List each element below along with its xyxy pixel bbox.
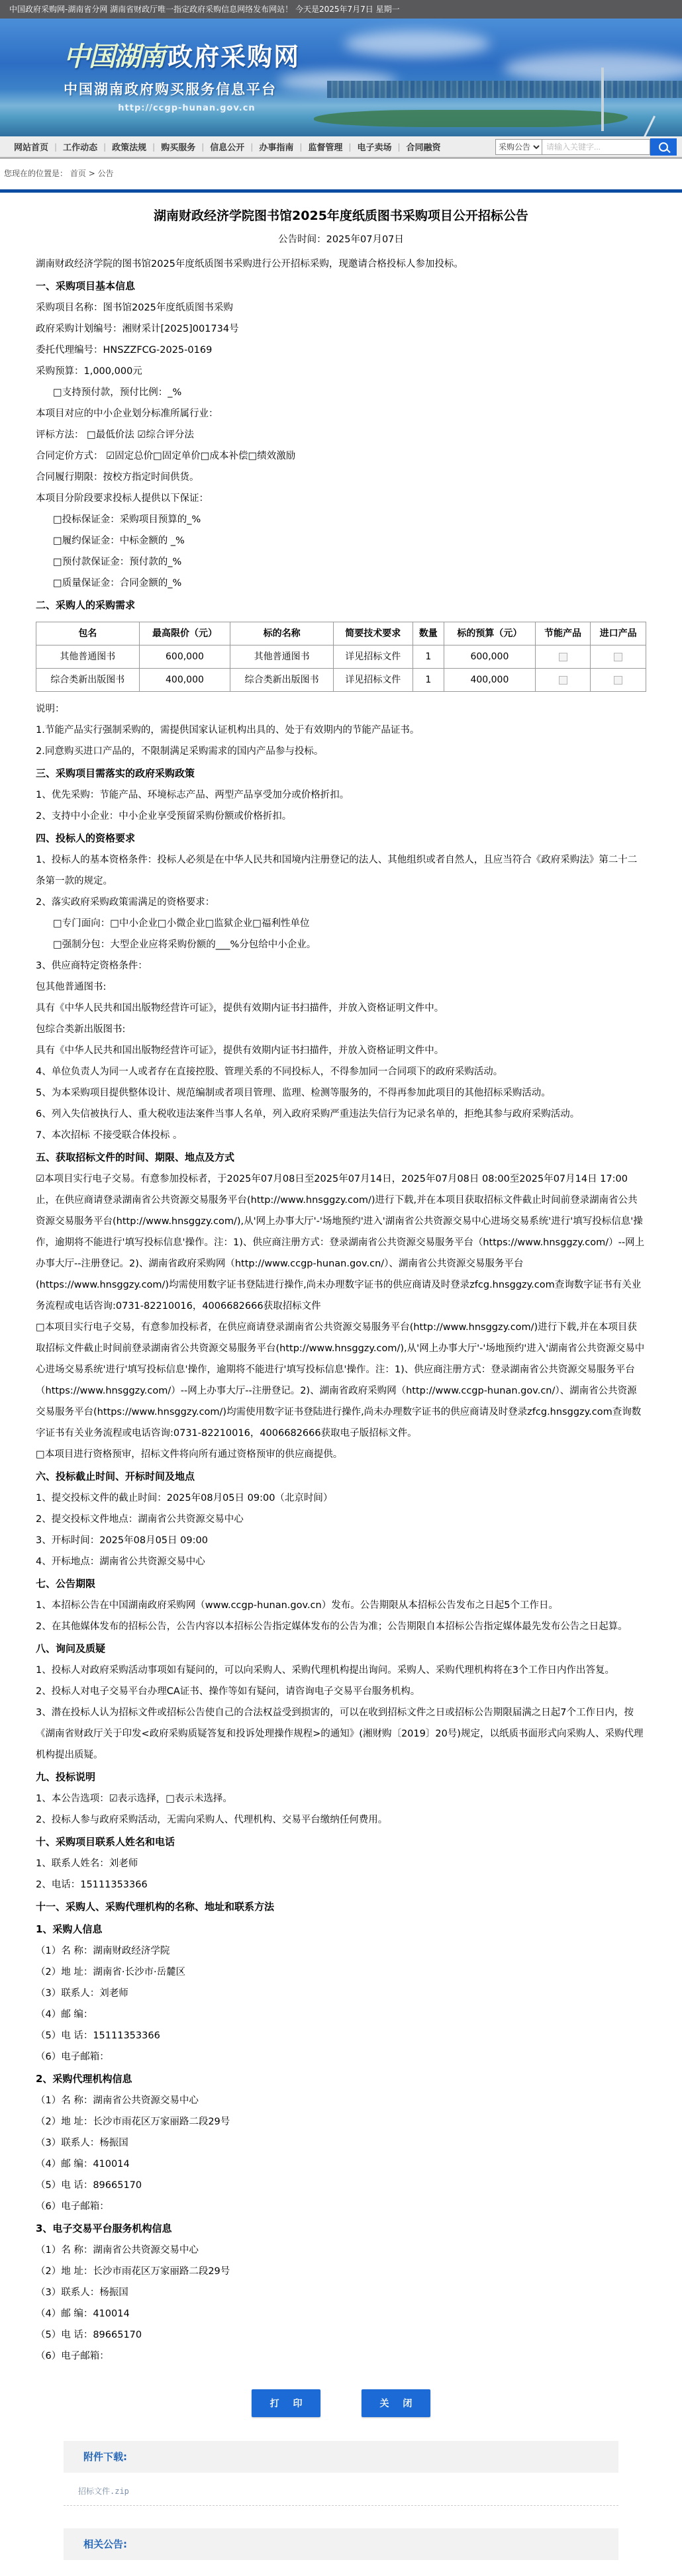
body-line: 7、本次招标 不接受联合体投标 。: [36, 1130, 183, 1141]
cloud-decoration: [344, 30, 490, 57]
body-line: 2、投标人参与政府采购活动，无需向采购人、代理机构、交易平台缴纳任何费用。: [36, 1815, 388, 1825]
body-line: □强制分包：大型企业应将采购份额的___%分包给中小企业。: [53, 939, 317, 950]
body-line: （3）联系人：杨振国: [36, 2287, 128, 2298]
section-heading: 十、采购项目联系人姓名和电话: [36, 1836, 175, 1848]
body-line: 具有《中华人民共和国出版物经营许可证》，提供有效期内证书扫描件，并放入资格证明文件中。: [36, 1003, 444, 1014]
table-cell: 600,000: [444, 645, 536, 669]
logo-url: http://ccgp-hunan.gov.cn: [118, 103, 256, 113]
action-button-row: [36, 2389, 646, 2417]
body-line: （5）电 话：15111353366: [36, 2030, 160, 2041]
cloud-decoration: [503, 53, 682, 83]
body-line: 1、投标人的基本资格条件：投标人必须是在中华人民共和国境内注册登记的法人、其他组织或者自然人，且应当符合《政府采购法》第二十二条第一款的规定。: [36, 855, 638, 886]
body-line: （4）邮 编：: [36, 2009, 93, 2020]
body-line: 包其他普通图书:: [36, 982, 107, 992]
body-line: 2.同意购买进口产品的，不限制满足采购需求的国内产品参与投标。: [36, 746, 324, 757]
body-line: 4、开标地点：湖南省公共资源交易中心: [36, 1556, 205, 1567]
body-line: □本项目实行电子交易，有意参加投标者，在供应商请登录湖南省公共资源交易服务平台(http://www.hnsggzy.com/)进行下载,并在本项目获取招标文件截止时间前登录湖南省公共资源交易服务平台(http://www.hnsggzy.com/),从'网上办事大厅'-'场地预约'进入'湖南省公共资源交易中心进场交易系统'进行'填写投标信息'操作，逾期将不能进行'填写投标信息'操作。注：1)、供应商注册方式：登录湖南省公共资源交易服务平台（https://www.hnsggzy.com/）--网上办事大厅--注册登记。2)、湖南省政府采购网（http://www.ccgp-hunan.gov.cn/）、湖南省公共资源交易服务平台(https://www.hnsggzy.com/)均需使用数字证书登陆进行操作,尚未办理数字证书的供应商请及时登录zfcg.hnsggzy.com查询数字证书有关业务流程或电话咨询:0731-82210016，4006682666获取电子版招标文件。: [36, 1322, 645, 1439]
table-cell: 400,000: [444, 669, 536, 692]
body-line: 5、为本采购项目提供整体设计、规范编制或者项目管理、监理、检测等服务的，不得再参加此项目的其他招标采购活动。: [36, 1088, 551, 1098]
nav-item-0[interactable]: 网站首页: [14, 143, 49, 153]
body-line: □专门面向：□中小企业□小微企业□监狱企业□福利性单位: [53, 918, 310, 929]
body-line: □履约保证金：中标金额的 _%: [53, 536, 185, 546]
checkbox-icon[interactable]: [614, 676, 622, 685]
search-category-select[interactable]: [495, 139, 542, 155]
attachments-header: 附件下载:: [64, 2441, 618, 2473]
body-line: 评标方法： □最低价法 ☑综合评分法: [36, 430, 194, 440]
body-line: 采购项目名称：图书馆2025年度纸质图书采购: [36, 303, 233, 313]
body-line: 湖南财政经济学院的图书馆2025年度纸质图书采购进行公开招标采购，现邀请合格投标人参加投标。: [36, 259, 463, 269]
main-navbar: [0, 136, 682, 159]
nav-separator: |: [54, 142, 58, 152]
body-line: 2、落实政府采购政策需满足的资格要求：: [36, 897, 215, 908]
body-line: 本项目对应的中小企业划分标准所属行业：: [36, 408, 219, 419]
breadcrumb-current: 公告: [97, 169, 114, 178]
body-line: 合同定价方式： ☑固定总价□固定单价□成本补偿□绩效激励: [36, 451, 296, 461]
section-heading: 3、电子交易平台服务机构信息: [36, 2222, 172, 2234]
section-heading: 十一、采购人、采购代理机构的名称、地址和联系方法: [36, 1901, 275, 1913]
nav-separator: |: [250, 142, 254, 152]
table-header-cell: 标的预算（元）: [444, 622, 536, 645]
table-row: [36, 645, 646, 669]
breadcrumb: [0, 159, 682, 189]
logo-subtitle: 中国湖南政府购买服务信息平台: [64, 81, 277, 97]
body-line: （5）电 话：89665170: [36, 2180, 142, 2191]
section-heading: 一、采购项目基本信息: [36, 280, 136, 292]
table-cell: 综合类新出版图书: [230, 669, 334, 692]
river-island-image: [314, 110, 628, 127]
nav-item-5[interactable]: 办事指南: [259, 143, 294, 153]
attachment-row: [64, 2473, 618, 2506]
checkbox-icon[interactable]: [614, 653, 622, 661]
nav-separator: |: [397, 142, 401, 152]
table-cell: 600,000: [139, 645, 230, 669]
body-line: □质量保证金：合同金额的_%: [53, 578, 182, 589]
table-header-cell: 简要技术要求: [333, 622, 413, 645]
article-body: [36, 254, 646, 2367]
body-line: （1）名 称：湖南省公共资源交易中心: [36, 2245, 199, 2256]
table-cell: 详见招标文件: [333, 645, 413, 669]
body-line: 1.节能产品实行强制采购的，需提供国家认证机构出具的、处于有效期内的节能产品证书。: [36, 725, 420, 736]
section-heading: 九、投标说明: [36, 1771, 96, 1783]
body-line: 1、联系人姓名：刘老师: [36, 1858, 138, 1869]
table-header-cell: 节能产品: [535, 622, 591, 645]
nav-separator: |: [103, 142, 107, 152]
table-header-cell: 标的名称: [230, 622, 334, 645]
section-heading: 六、投标截止时间、开标时间及地点: [36, 1470, 195, 1482]
site-banner: [0, 19, 682, 136]
table-cell: 1: [413, 669, 444, 692]
search-icon: [659, 142, 668, 152]
body-line: 具有《中华人民共和国出版物经营许可证》，提供有效期内证书扫描件，并放入资格证明文件中。: [36, 1045, 444, 1056]
body-line: （6）电子邮箱：: [36, 2052, 109, 2062]
nav-item-3[interactable]: 购买服务: [161, 143, 196, 153]
table-header-row: [36, 622, 646, 645]
publish-time: 公告时间：2025年07月07日: [278, 234, 404, 245]
table-cell: 其他普通图书: [230, 645, 334, 669]
body-line: （2）地 址：长沙市雨花区万家丽路二段29号: [36, 2117, 230, 2127]
table-row: [36, 669, 646, 692]
body-line: 2、提交投标文件地点：湖南省公共资源交易中心: [36, 1514, 244, 1525]
body-line: （1）名 称：湖南财政经济学院: [36, 1946, 170, 1956]
search-input[interactable]: [542, 139, 650, 155]
body-line: （4）邮 编：410014: [36, 2309, 130, 2319]
body-line: （6）电子邮箱：: [36, 2351, 109, 2361]
nav-item-7[interactable]: 电子卖场: [357, 143, 392, 153]
body-line: 委托代理编号：HNSZZFCG-2025-0169: [36, 345, 213, 356]
body-line: 2、电话：15111353366: [36, 1880, 148, 1890]
checkbox-cell: [591, 669, 646, 692]
body-line: （4）邮 编：410014: [36, 2159, 130, 2170]
nav-separator: |: [152, 142, 156, 152]
nav-item-4[interactable]: 信息公开: [210, 143, 245, 153]
body-line: 2、支持中小企业：中小企业享受预留采购份额或价格折扣。: [36, 811, 292, 822]
attachment-file-link[interactable]: 招标文件.zip: [78, 2487, 129, 2496]
body-line: ☑本项目实行电子交易。有意参加投标者，于2025年07月08日至2025年07月14日，2025年07月08日 08:00至2025年07月14日 17:00止，在供应商请登录湖南省公共资源交易服务平台(http://www.hnsggzy.com/)进行下载,并在本项目获取招标文件截止时间前登录湖南省公共资源交易服务平台(http://www.hnsggzy.com/),从'网上办事大厅'-'场地预约'进入'湖南省公共资源交易中心进场交易系统'进行'填写投标信息'操作，逾期将不能进行'填写投标信息'操作。注：1)、供应商注册方式：登录湖南省公共资源交易服务平台（https://www.hnsggzy.com/）--网上办事大厅--注册登记。2)、湖南省政府采购网（http://www.ccgp-hunan.gov.cn/）、湖南省公共资源交易服务平台(https://www.hnsggzy.com/)均需使用数字证书登陆进行操作,尚未办理数字证书的供应商请及时登录zfcg.hnsggzy.com查询数字证书有关业务流程或电话咨询:0731-82210016，4006682666获取招标文件: [36, 1174, 645, 1312]
body-line: 包综合类新出版图书:: [36, 1024, 126, 1035]
body-line: 本项目分阶段要求投标人提供以下保证：: [36, 493, 209, 504]
breadcrumb-prefix: 您现在的位置是：: [4, 169, 68, 178]
body-line: 3、潜在投标人认为招标文件或招标公告使自己的合法权益受到损害的，可以在收到招标文件之日或招标公告期限届满之日起7个工作日内，按《湖南省财政厅关于印发<政府采购质疑答复和投诉处理操作规程>的通知》(湘财购〔2019〕20号)规定，以纸质书面形式向采购人、采购代理机构提出质疑。: [36, 1707, 644, 1760]
body-line: （3）联系人：杨振国: [36, 2138, 128, 2148]
table-cell: 1: [413, 645, 444, 669]
body-line: 2、投标人对电子交易平台办理CA证书、操作等如有疑问，请咨询电子交易平台服务机构。: [36, 1686, 420, 1697]
body-line: □投标保证金：采购项目预算的_%: [53, 514, 201, 525]
checkbox-cell: [535, 669, 591, 692]
print-button[interactable]: 打 印: [252, 2389, 321, 2417]
city-skyline-image: [327, 81, 682, 98]
section-heading: 1、采购人信息: [36, 1923, 103, 1935]
body-line: 4、单位负责人为同一人或者存在直接控股、管理关系的不同投标人，不得参加同一合同项下的政府采购活动。: [36, 1067, 503, 1077]
page-title: 湖南财政经济学院图书馆2025年度纸质图书采购项目公开招标公告: [154, 209, 528, 223]
section-heading: 七、公告期限: [36, 1578, 96, 1590]
body-line: 1、本招标公告在中国湖南政府采购网（www.ccgp-hunan.gov.cn）发布。公告期限从本招标公告发布之日起5个工作日。: [36, 1600, 558, 1611]
related-announcements-header: 相关公告:: [64, 2528, 618, 2560]
checkbox-cell: [591, 645, 646, 669]
related-announcements-section: [64, 2528, 618, 2560]
nav-item-1[interactable]: 工作动态: [63, 143, 98, 153]
body-line: 1、本公告选项：☑表示选择，□表示未选择。: [36, 1793, 232, 1804]
section-heading: 四、投标人的资格要求: [36, 832, 136, 844]
table-header-cell: 包名: [36, 622, 140, 645]
section-heading: 二、采购人的采购需求: [36, 599, 136, 611]
section-heading: 2、采购代理机构信息: [36, 2073, 132, 2085]
close-button[interactable]: 关 闭: [362, 2389, 431, 2417]
body-line: （2）地 址：长沙市雨花区万家丽路二段29号: [36, 2266, 230, 2277]
nav-item-2[interactable]: 政策法规: [112, 143, 147, 153]
table-cell: 详见招标文件: [333, 669, 413, 692]
body-line: （1）名 称：湖南省公共资源交易中心: [36, 2095, 199, 2106]
nav-separator: |: [348, 142, 352, 152]
table-cell: 其他普通图书: [36, 645, 140, 669]
site-logo[interactable]: [64, 36, 310, 113]
attachments-section: [64, 2441, 618, 2506]
body-line: 政府采购计划编号：湘财采计[2025]001734号: [36, 324, 239, 334]
body-line: □预付款保证金：预付款的_%: [53, 557, 182, 567]
nav-separator: |: [299, 142, 303, 152]
search-box: [495, 138, 677, 156]
table-header-cell: 进口产品: [591, 622, 646, 645]
logo-title: 政府采购网: [168, 42, 301, 72]
top-status-bar: [0, 0, 682, 19]
body-line: 1、提交投标文件的截止时间：2025年08月05日 09:00（北京时间）: [36, 1493, 333, 1503]
procurement-requirements-table: [36, 622, 646, 692]
section-heading: 三、采购项目需落实的政府采购政策: [36, 767, 195, 779]
section-heading: 五、获取招标文件的时间、期限、地点及方式: [36, 1151, 235, 1163]
table-cell: 综合类新出版图书: [36, 669, 140, 692]
table-cell: 400,000: [139, 669, 230, 692]
breadcrumb-home-link[interactable]: 首页: [70, 169, 86, 178]
checkbox-cell: [535, 645, 591, 669]
checkbox-icon[interactable]: [559, 653, 567, 661]
table-header-cell: 数量: [413, 622, 444, 645]
body-line: □支持预付款，预付比例：_%: [53, 387, 182, 398]
table-header-cell: 最高限价（元）: [139, 622, 230, 645]
breadcrumb-separator: >: [88, 169, 95, 178]
top-status-text: 中国政府采购网-湖南省分网 湖南省财政厅唯一指定政府采购信息网络发布网站！ 今天是2025年7月7日 星期一: [9, 5, 400, 14]
body-line: 3、开标时间：2025年08月05日 09:00: [36, 1535, 208, 1546]
logo-calligraphy: 中国湖南: [64, 42, 164, 72]
checkbox-icon[interactable]: [559, 676, 567, 685]
announcement-article: [0, 193, 682, 2417]
body-line: 6、列入失信被执行人、重大税收违法案件当事人名单，列入政府采购严重违法失信行为记录名单的，拒绝其参与政府采购活动。: [36, 1109, 580, 1120]
nav-separator: |: [201, 142, 205, 152]
body-line: 说明：: [36, 704, 65, 714]
body-line: （6）电子邮箱：: [36, 2201, 109, 2212]
body-line: 采购预算：1,000,000元: [36, 366, 142, 377]
body-line: （3）联系人：刘老师: [36, 1988, 128, 1999]
body-line: 2、在其他媒体发布的招标公告，公告内容以本招标公告指定媒体发布的公告为准；公告期限自本招标公告指定媒体最先发布公告之日起算。: [36, 1621, 628, 1632]
section-heading: 八、询问及质疑: [36, 1643, 106, 1654]
body-line: 1、投标人对政府采购活动事项如有疑问的，可以向采购人、采购代理机构提出询问。采购人、采购代理机构将在3个工作日内作出答复。: [36, 1665, 614, 1676]
search-button[interactable]: [650, 138, 677, 156]
body-line: 3、供应商特定资格条件：: [36, 961, 148, 971]
nav-menu: [8, 140, 447, 153]
nav-item-6[interactable]: 监督管理: [308, 143, 343, 153]
body-line: □本项目进行资格预审，招标文件将向所有通过资格预审的供应商提供。: [36, 1449, 343, 1460]
nav-item-8[interactable]: 合同融资: [406, 143, 441, 153]
bridge-image: [601, 68, 604, 131]
body-line: 1、优先采购：节能产品、环境标志产品、两型产品享受加分或价格折扣。: [36, 790, 350, 800]
body-line: （5）电 话：89665170: [36, 2330, 142, 2340]
body-line: 合同履行期限：按校方指定时间供货。: [36, 472, 199, 483]
body-line: （2）地 址：湖南省·长沙市·岳麓区: [36, 1967, 186, 1978]
